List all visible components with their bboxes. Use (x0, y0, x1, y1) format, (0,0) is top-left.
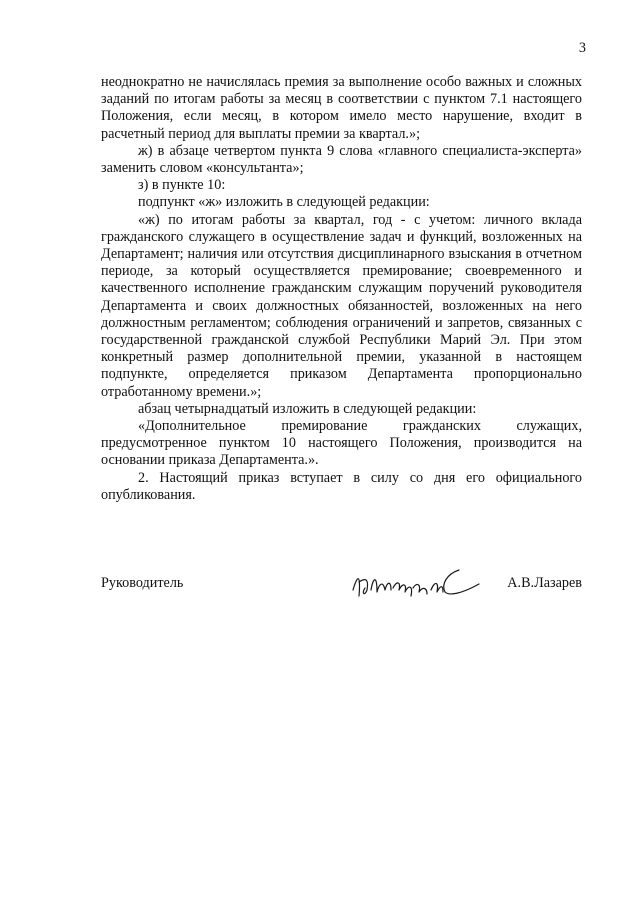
paragraph-item-z: з) в пункте 10: (138, 177, 226, 194)
handwritten-signature (347, 560, 487, 606)
paragraph-abzats-text: «Дополнительное премирование гражданских служащих, предусмотренное пунктом 10 настоящего Положения, производится на основании приказа Департамента.». (101, 418, 582, 469)
signatory-name: А.В.Лазарев (507, 575, 582, 591)
paragraph-subpoint-intro: подпункт «ж» изложить в следующей редакции: (138, 194, 430, 211)
paragraph-effective-date: 2. Настоящий приказ вступает в силу со дня его официального опубликования. (101, 469, 582, 503)
page-number: 3 (578, 40, 586, 56)
document-body (101, 74, 582, 504)
paragraph-abzats-intro: абзац четырнадцатый изложить в следующей редакции: (138, 400, 477, 417)
paragraph-item-zh: ж) в абзаце четвертом пункта 9 слова «главного специалиста-эксперта» заменить словом «консультанта»; (101, 142, 582, 177)
signatory-title: Руководитель (101, 575, 184, 591)
paragraph-subpoint-text: «ж) по итогам работы за квартал, год - с учетом: личного вклада гражданского служащего в осуществление задач и функций, возложенных на Департамент; наличия или отсутствия дисциплинарного взыскания в отчетном периоде, за который осуществляется премирование; своевременного и качественного исполнение гражданским служащим поручений руководителя Департамента и своих должностных обязанностей, возложенных на него должностным регламентом; соблюдения ограничений и запретов, связанных с государственной гражданской службой Республики Марий Эл. При этом конкретный размер дополнительной премии, указанной в настоящем подпункте, определяется приказом Департамента пропорционально отработанному времени.»; (101, 211, 582, 400)
paragraph-continuation: неоднократно не начислялась премия за выполнение особо важных и сложных заданий по итогам работы за месяц в соответствии с пунктом 7.1 настоящего Положения, если месяц, в котором имело место нарушение, входит в расчетный период для выплаты премии за квартал.»; (101, 74, 582, 142)
signature-block (101, 560, 582, 610)
